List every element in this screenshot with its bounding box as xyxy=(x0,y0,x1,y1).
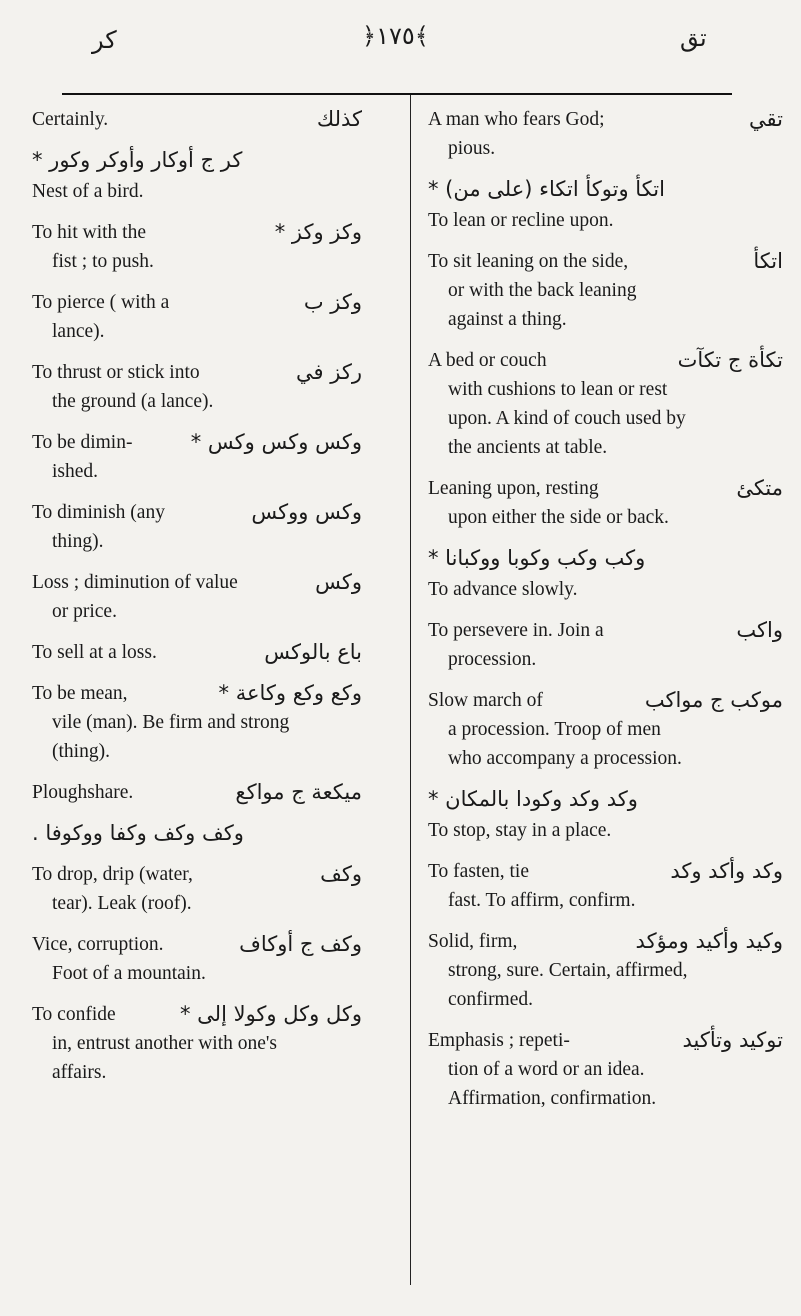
arabic-headword: اتكأ xyxy=(753,249,783,273)
dictionary-entry xyxy=(428,175,783,235)
dictionary-entry xyxy=(32,105,362,134)
arabic-headword-line: وكد وكد وكودا بالمكان * xyxy=(428,787,638,811)
right-column xyxy=(428,105,783,1125)
definition-line: Loss ; diminution of value xyxy=(32,572,238,593)
dictionary-entry xyxy=(32,860,362,918)
arabic-headword: توكيد وتأكيد xyxy=(682,1028,783,1052)
definition-line: a procession. Troop of men xyxy=(448,719,661,740)
definition-line: who accompany a procession. xyxy=(448,748,682,769)
definition-line: A man who fears God; xyxy=(428,109,605,130)
column-divider xyxy=(410,95,411,1285)
dictionary-entry xyxy=(32,288,362,346)
arabic-headword: باع بالوكس xyxy=(264,640,362,664)
arabic-headword-line: وكب وكب وكوبا ووكبانا * xyxy=(428,546,646,570)
definition-line: To stop, stay in a place. xyxy=(428,820,612,841)
definition-line: To confide xyxy=(32,1004,116,1025)
definition-line: To drop, drip (water, xyxy=(32,864,193,885)
definition-line: Certainly. xyxy=(32,109,109,130)
definition-line: To advance slowly. xyxy=(428,579,578,600)
definition-line: upon either the side or back. xyxy=(448,507,669,528)
definition-line: To sit leaning on the side, xyxy=(428,251,629,272)
definition-line: To lean or recline upon. xyxy=(428,210,614,231)
header-rule xyxy=(62,93,732,95)
page-number: ﴿١٧٥﴾ xyxy=(362,22,429,50)
definition-line: Nest of a bird. xyxy=(32,181,144,202)
arabic-headword: وكف ج أوكاف xyxy=(239,932,362,956)
dictionary-entry xyxy=(32,679,362,766)
arabic-headword: موكب ج مواكب xyxy=(644,688,783,712)
arabic-headword: وكس xyxy=(315,570,362,594)
definition-line: procession. xyxy=(448,649,537,670)
definition-line: the ancients at table. xyxy=(448,437,608,458)
definition-line: against a thing. xyxy=(448,309,567,330)
definition-line: vile (man). Be firm and strong xyxy=(52,712,290,733)
definition-line: To thrust or stick into xyxy=(32,362,200,383)
dictionary-entry xyxy=(32,778,362,807)
definition-line: affairs. xyxy=(52,1062,107,1083)
dictionary-entry xyxy=(428,616,783,674)
header-left-catchword: كر xyxy=(92,26,117,54)
arabic-headword: وكل وكل وكولا إلى * xyxy=(180,1002,362,1026)
dictionary-entry xyxy=(32,218,362,276)
definition-line: pious. xyxy=(448,138,496,159)
definition-line: tear). Leak (roof). xyxy=(52,893,192,914)
definition-line: To be mean, xyxy=(32,683,128,704)
definition-line: To persevere in. Join a xyxy=(428,620,604,641)
definition-line: with cushions to lean or rest xyxy=(448,379,668,400)
definition-line: the ground (a lance). xyxy=(52,391,214,412)
definition-line: confirmed. xyxy=(448,989,534,1010)
dictionary-entry xyxy=(428,686,783,773)
definition-line: Emphasis ; repeti- xyxy=(428,1030,570,1051)
arabic-headword: وكز وكز * xyxy=(274,220,362,244)
definition-line: To diminish (any xyxy=(32,502,165,523)
definition-line: Vice, corruption. xyxy=(32,934,164,955)
dictionary-entry xyxy=(32,498,362,556)
dictionary-entry xyxy=(428,346,783,462)
left-column xyxy=(32,105,362,1099)
dictionary-entry xyxy=(32,358,362,416)
arabic-headword: وكف xyxy=(320,862,362,886)
dictionary-entry xyxy=(428,857,783,915)
definition-line: Affirmation, confirmation. xyxy=(448,1088,657,1109)
arabic-headword: وكد وأكد وكد xyxy=(670,859,783,883)
arabic-headword: وكس ووكس xyxy=(251,500,362,524)
arabic-headword: وكع وكع وكاعة * xyxy=(218,681,362,705)
definition-line: or price. xyxy=(52,601,117,622)
definition-line: To sell at a loss. xyxy=(32,642,157,663)
dictionary-entry xyxy=(32,568,362,626)
definition-line: Slow march of xyxy=(428,690,543,711)
definition-line: strong, sure. Certain, affirmed, xyxy=(448,960,688,981)
dictionary-entry xyxy=(428,1026,783,1113)
definition-line: thing). xyxy=(52,531,104,552)
definition-line: lance). xyxy=(52,321,105,342)
definition-line: (thing). xyxy=(52,741,110,762)
page-header xyxy=(0,0,801,100)
arabic-headword-line: اتكأ وتوكأ اتكاء (على من) * xyxy=(428,177,665,201)
arabic-headword: تقي xyxy=(749,107,783,131)
definition-line: fast. To affirm, confirm. xyxy=(448,890,636,911)
dictionary-entry xyxy=(428,544,783,604)
definition-line: To fasten, tie xyxy=(428,861,529,882)
arabic-headword: واكب xyxy=(736,618,783,642)
arabic-headword: كذلك xyxy=(316,107,362,131)
header-right-catchword: تق xyxy=(680,24,707,52)
dictionary-entry xyxy=(32,146,362,206)
definition-line: To hit with the xyxy=(32,222,147,243)
definition-line: upon. A kind of couch used by xyxy=(448,408,686,429)
arabic-headword-line: وكف وكف وكفا ووكوفا . xyxy=(32,821,244,845)
arabic-headword: تكأة ج تكآت xyxy=(677,348,783,372)
definition-line: A bed or couch xyxy=(428,350,547,371)
arabic-headword: متكئ xyxy=(736,476,783,500)
dictionary-entry xyxy=(428,247,783,334)
dictionary-entry xyxy=(32,930,362,988)
arabic-headword: وكس وكس وكس * xyxy=(190,430,362,454)
definition-line: Ploughshare. xyxy=(32,782,134,803)
dictionary-entry xyxy=(32,638,362,667)
definition-line: Foot of a mountain. xyxy=(52,963,206,984)
dictionary-entry xyxy=(32,819,362,848)
arabic-headword: ميكعة ج مواكع xyxy=(235,780,362,804)
definition-line: tion of a word or an idea. xyxy=(448,1059,645,1080)
definition-line: To be dimin- xyxy=(32,432,133,453)
definition-line: in, entrust another with one's xyxy=(52,1033,278,1054)
definition-line: ished. xyxy=(52,461,99,482)
definition-line: Leaning upon, resting xyxy=(428,478,599,499)
dictionary-entry xyxy=(32,1000,362,1087)
arabic-headword: ركز في xyxy=(296,360,362,384)
arabic-headword: وكيد وأكيد ومؤكد xyxy=(635,929,783,953)
dictionary-entry xyxy=(428,785,783,845)
arabic-headword-line: كر ج أوكار وأوكر وكور * xyxy=(32,148,243,172)
arabic-headword: وكز ب xyxy=(303,290,362,314)
dictionary-entry xyxy=(428,927,783,1014)
dictionary-entry xyxy=(428,105,783,163)
definition-line: Solid, firm, xyxy=(428,931,518,952)
definition-line: To pierce ( with a xyxy=(32,292,170,313)
dictionary-entry xyxy=(428,474,783,532)
definition-line: or with the back leaning xyxy=(448,280,637,301)
dictionary-entry xyxy=(32,428,362,486)
definition-line: fist ; to push. xyxy=(52,251,154,272)
